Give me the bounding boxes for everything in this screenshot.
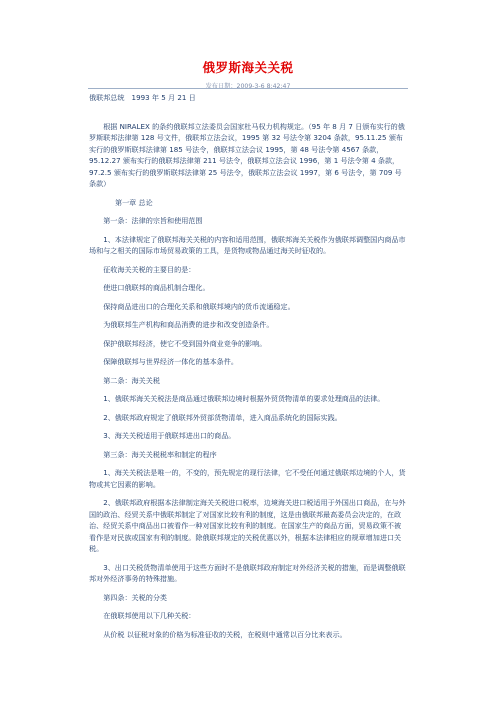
document-body: [89, 92, 407, 640]
body-paragraph: 1、俄联邦海关关税法是商品通过俄联邦边境时根据外贸货物清单的要求处理商品的法律。: [103, 394, 385, 403]
article-heading: 第一条：法律的宗旨和使用范围: [103, 216, 203, 225]
body-paragraph: 从价税 以征税对象的价格为标准征收的关税，在税则中通常以百分比来表示。: [103, 629, 347, 639]
document-title: 俄罗斯海关关税: [202, 60, 294, 75]
body-paragraph: 2、俄联邦政府根据本法律制定海关关税进口税率，边境海关进口税适用于外国出口商品，在与外国的政治、经贸关系中俄联邦制定了对国家比较有利的制度，这是由俄联邦最高委员会决定的，在政治、经贸关系中商品出口被看作一种对国家比较有利的制度。在国家生产的商品方面，贸易政策不被看作是对民族或国家有利的制度。除俄联邦规定的关税优惠以外，根据本法律相应的规章增加进口关税。: [89, 498, 406, 553]
issuer-line: 俄联邦总统 1993 年 5 月 21 日: [89, 93, 196, 102]
body-paragraph: 1、本法律规定了俄联邦海关关税的内容和适用范围，俄联邦海关关税作为俄联邦调整国内商品市场和与之相关的国际市场贸易政策的工具，是货物或物品通过海关时征收的。: [89, 234, 406, 255]
body-paragraph: 征收海关关税的主要目的是：: [103, 264, 196, 274]
article-heading: 第四条：关税的分类: [103, 592, 168, 602]
body-paragraph: 2、俄联邦政府规定了俄联邦外贸部货物清单，进入商品系统化的国际实践。: [103, 412, 342, 422]
body-paragraph: 在俄联邦使用以下几种关税：: [103, 611, 196, 620]
chapter-heading: 第一章 总论: [115, 197, 153, 207]
list-item: 保护俄联邦经济，使它不受到国外商业竞争的影响。: [103, 338, 267, 348]
preamble-paragraph: 根据 NIRALEX 的条约俄联邦立法委员会国家杜马权力机构规定。（95 年 8 月 7 日颁布实行的俄罗斯联邦法律第 128 号文件，俄联邦立法会议，1995 第 32 号法令第 3204 条款，95.11.25 颁布实行的俄罗斯联邦法律第 185 号法令，俄联邦立法会议 1995，第 48 号法令第 4567 条款，95.12.27 颁布实行的俄联邦法律第 211 号法令，俄联邦立法会议 1996，第 1 号法令第 4 条款，97.2.5 颁布实行的俄罗斯联邦法律第 25 号法令，俄联邦立法会议 1997，第 6 号法令，第 709 号条款）: [89, 121, 405, 188]
list-item: 使进口俄联邦的商品机制合理化。: [103, 283, 210, 292]
body-paragraph: 1、海关关税法是唯一的，不变的，预先规定的现行法律，它不受任何通过俄联邦边境的个人，货物或其它因素的影响。: [89, 468, 406, 489]
title-divider: [88, 88, 408, 89]
article-heading: 第二条：海关关税: [103, 375, 160, 385]
publish-date: 发布日期：2009-3-6 8:42:47: [205, 83, 291, 90]
body-paragraph: 3、海关关税适用于俄联邦进出口的商品。: [103, 431, 236, 440]
list-item: 保持商品进出口的合理化关系和俄联邦境内的货币流通稳定。: [103, 301, 295, 311]
article-heading: 第三条：海关关税税率和制定的程序: [103, 449, 217, 459]
body-paragraph: 3、出口关税货物清单使用于这些方面时不是俄联邦政府制定对外经济关税的措施，而是调整俄联邦对外经济事务的特殊措施。: [89, 562, 406, 583]
list-item: 保障俄联邦与世界经济一体化的基本条件。: [103, 357, 238, 366]
list-item: 为俄联邦生产机构和商品消费的进步和改变创造条件。: [103, 320, 274, 329]
